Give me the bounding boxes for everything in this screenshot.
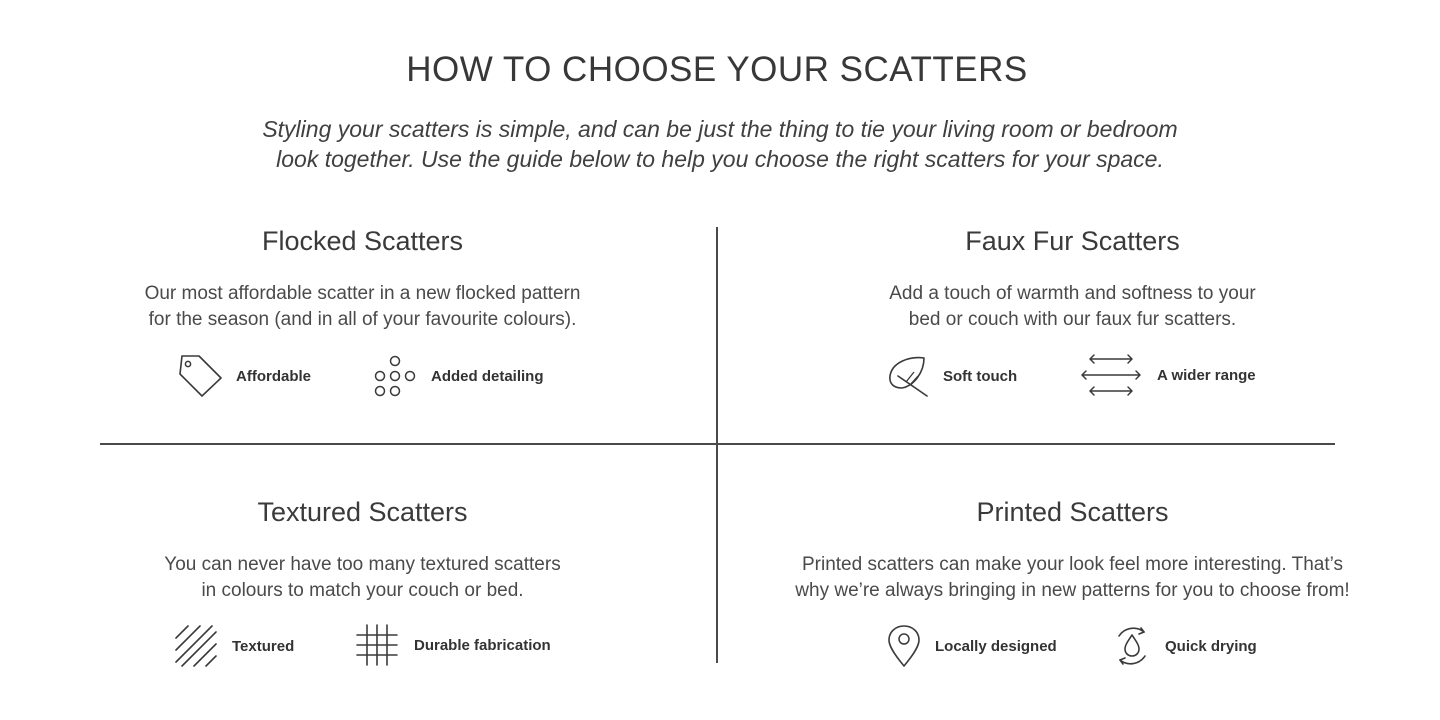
intro-line-1: Styling your scatters is simple, and can be just the thing to tie your living room or bedroom bbox=[262, 116, 1178, 142]
water-drop-cycle-icon bbox=[1111, 624, 1153, 668]
feature-label: Locally designed bbox=[935, 637, 1057, 655]
intro-line-2: look together. Use the guide below to help you choose the right scatters for your space. bbox=[276, 146, 1164, 172]
feature-durable-fabrication bbox=[355, 623, 551, 667]
price-tag-icon bbox=[176, 354, 224, 398]
page-title: HOW TO CHOOSE YOUR SCATTERS bbox=[406, 50, 1028, 89]
description-line-1: Our most affordable scatter in a new flocked pattern bbox=[144, 283, 581, 304]
wide-arrows-icon bbox=[1080, 353, 1142, 397]
intro-text bbox=[170, 114, 1270, 174]
feature-wider-range bbox=[1080, 353, 1256, 397]
section-flocked-scatters bbox=[80, 225, 645, 333]
feature-added-detailing bbox=[372, 354, 544, 398]
feature-label: Soft touch bbox=[943, 367, 1018, 385]
feature-affordable bbox=[176, 354, 311, 398]
section-faux-fur-scatters bbox=[790, 225, 1355, 333]
section-description bbox=[740, 552, 1405, 604]
description-line-1: Printed scatters can make your look feel more interesting. That’s bbox=[801, 554, 1344, 575]
feature-label: Quick drying bbox=[1165, 637, 1257, 655]
description-line-1: Add a touch of warmth and softness to your bbox=[889, 283, 1256, 304]
vertical-divider bbox=[716, 227, 718, 663]
feature-label: Affordable bbox=[236, 367, 311, 385]
grid-weave-icon bbox=[355, 623, 399, 667]
feature-label: Textured bbox=[232, 637, 295, 655]
description-line-2: bed or couch with our faux fur scatters. bbox=[908, 309, 1237, 330]
description-line-1: You can never have too many textured scatters bbox=[164, 554, 561, 575]
feature-textured bbox=[174, 624, 294, 668]
feature-label: Durable fabrication bbox=[414, 636, 551, 654]
section-title: Textured Scatters bbox=[257, 497, 468, 527]
feature-soft-touch bbox=[884, 354, 1017, 398]
section-description bbox=[80, 281, 645, 333]
feature-locally-designed bbox=[884, 624, 1057, 668]
feature-label: Added detailing bbox=[431, 367, 544, 385]
description-line-2: for the season (and in all of your favourite colours). bbox=[148, 309, 577, 330]
section-description bbox=[80, 552, 645, 604]
feature-label: A wider range bbox=[1157, 366, 1256, 384]
feather-icon bbox=[884, 354, 930, 398]
section-textured-scatters bbox=[80, 496, 645, 604]
diagonal-lines-icon bbox=[174, 624, 218, 668]
section-title: Printed Scatters bbox=[976, 497, 1169, 527]
section-title: Flocked Scatters bbox=[261, 226, 464, 256]
dots-detail-icon bbox=[372, 354, 418, 398]
section-title: Faux Fur Scatters bbox=[965, 226, 1180, 256]
horizontal-divider bbox=[100, 443, 1335, 445]
description-line-2: in colours to match your couch or bed. bbox=[201, 580, 524, 601]
feature-quick-drying bbox=[1111, 624, 1257, 668]
section-description bbox=[790, 281, 1355, 333]
location-pin-icon bbox=[884, 624, 924, 668]
section-printed-scatters bbox=[740, 496, 1405, 604]
description-line-2: why we’re always bringing in new patterns for you to choose from! bbox=[795, 580, 1350, 601]
